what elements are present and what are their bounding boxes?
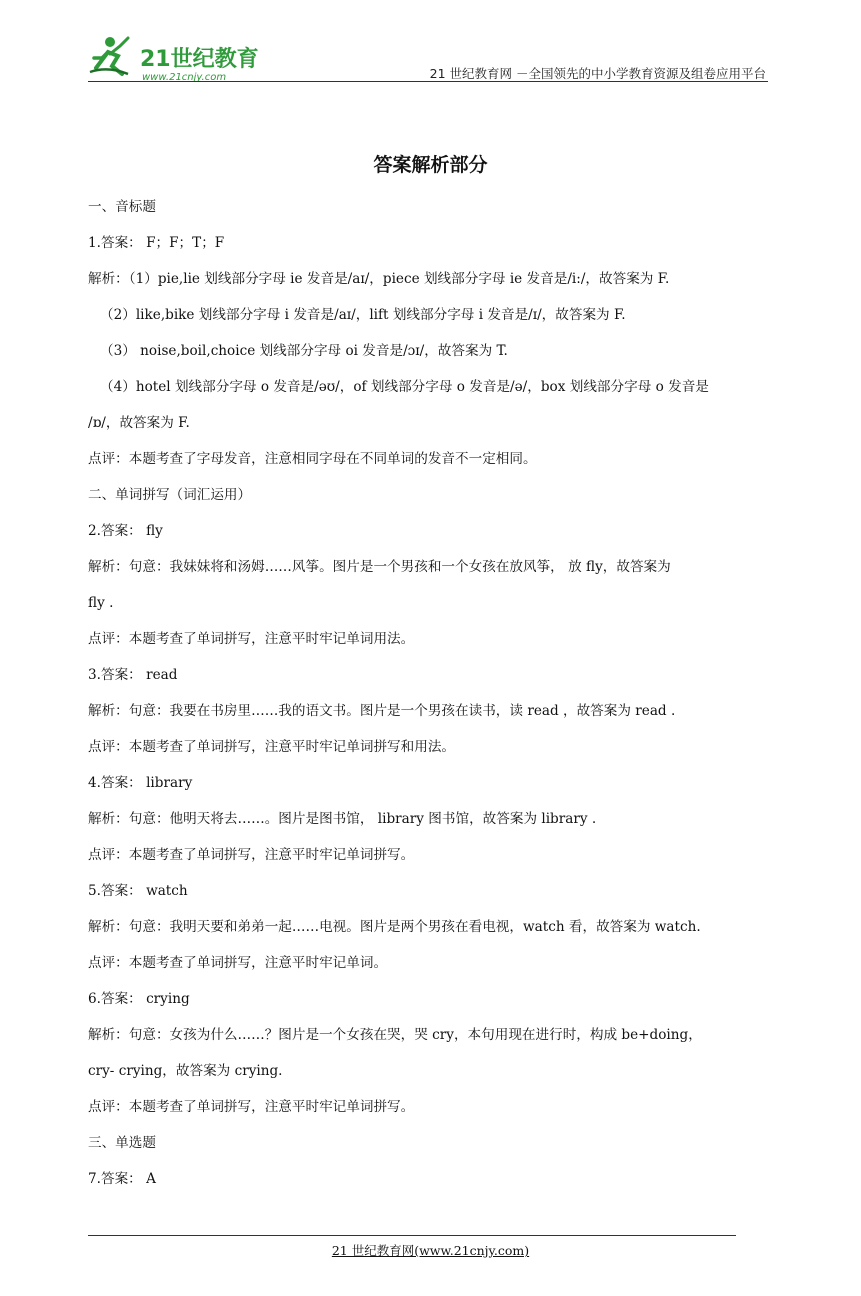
answer-line: 3.答案： read	[88, 667, 178, 683]
answer-line: 1.答案： F；F；T；F	[88, 235, 225, 251]
analysis-line: （4）hotel 划线部分字母 o 发音是/əʊ/，of 划线部分字母 o 发音是/ə/，box 划线部分字母 o 发音是	[100, 379, 709, 395]
analysis-line: 解析：句意：我妹妹将和汤姆……风筝。图片是一个男孩和一个女孩在放风筝， 放 fly，故答案为	[88, 559, 671, 575]
answer-line: 2.答案： fly	[88, 523, 163, 539]
section-heading: 二、单词拼写（词汇运用）	[88, 487, 252, 503]
comment-line: 点评：本题考查了单词拼写，注意平时牢记单词拼写和用法。	[88, 739, 456, 755]
comment-line: 点评：本题考查了单词拼写，注意平时牢记单词拼写。	[88, 847, 415, 863]
footer-divider	[88, 1235, 736, 1236]
answer-content	[88, 191, 773, 1199]
comment-line: 点评：本题考查了单词拼写，注意平时牢记单词用法。	[88, 631, 415, 647]
header-divider	[88, 81, 768, 82]
logo-text: 21世纪教育	[140, 47, 259, 72]
page-title: 答案解析部分	[373, 154, 488, 176]
analysis-line: cry- crying，故答案为 crying.	[88, 1063, 283, 1079]
comment-line: 点评：本题考查了单词拼写，注意平时牢记单词拼写。	[88, 1099, 415, 1115]
analysis-line: 解析：句意：女孩为什么……？图片是一个女孩在哭，哭 cry，本句用现在进行时，构成 be+doing，	[88, 1027, 702, 1043]
analysis-line: /ɒ/，故答案为 F.	[88, 415, 190, 431]
answer-line: 6.答案： crying	[88, 991, 190, 1007]
header-tagline: 21 世纪教育网 －全国领先的中小学教育资源及组卷应用平台	[429, 66, 766, 81]
answer-line: 5.答案： watch	[88, 883, 188, 899]
page-header	[88, 28, 768, 84]
analysis-line: fly .	[88, 595, 114, 611]
comment-line: 点评：本题考查了字母发音，注意相同字母在不同单词的发音不一定相同。	[88, 451, 537, 467]
answer-line: 7.答案： A	[88, 1171, 156, 1187]
section-heading: 三、单选题	[88, 1135, 156, 1151]
site-logo	[88, 28, 288, 84]
analysis-line: 解析：（1）pie,lie 划线部分字母 ie 发音是/aɪ/，piece 划线部分字母 ie 发音是/i:/，故答案为 F.	[88, 271, 670, 287]
footer-link[interactable]: 21 世纪教育网(www.21cnjy.com)	[331, 1243, 530, 1258]
analysis-line: 解析：句意：我要在书房里……我的语文书。图片是一个男孩在读书，读 read ，故答案为 read .	[88, 703, 676, 719]
answer-line: 4.答案： library	[88, 775, 193, 791]
analysis-line: 解析：句意：我明天要和弟弟一起……电视。图片是两个男孩在看电视，watch 看，故答案为 watch.	[88, 919, 701, 935]
logo-url: www.21cnjy.com	[142, 72, 227, 83]
analysis-line: （3） noise,boil,choice 划线部分字母 oi 发音是/ɔɪ/，故答案为 T.	[100, 343, 508, 359]
analysis-line: （2）like,bike 划线部分字母 i 发音是/aɪ/，lift 划线部分字母 i 发音是/ɪ/，故答案为 F.	[100, 307, 626, 323]
section-heading: 一、音标题	[88, 199, 156, 215]
analysis-line: 解析：句意：他明天将去……。图片是图书馆， library 图书馆，故答案为 library .	[88, 811, 597, 827]
comment-line: 点评：本题考查了单词拼写，注意平时牢记单词。	[88, 955, 388, 971]
